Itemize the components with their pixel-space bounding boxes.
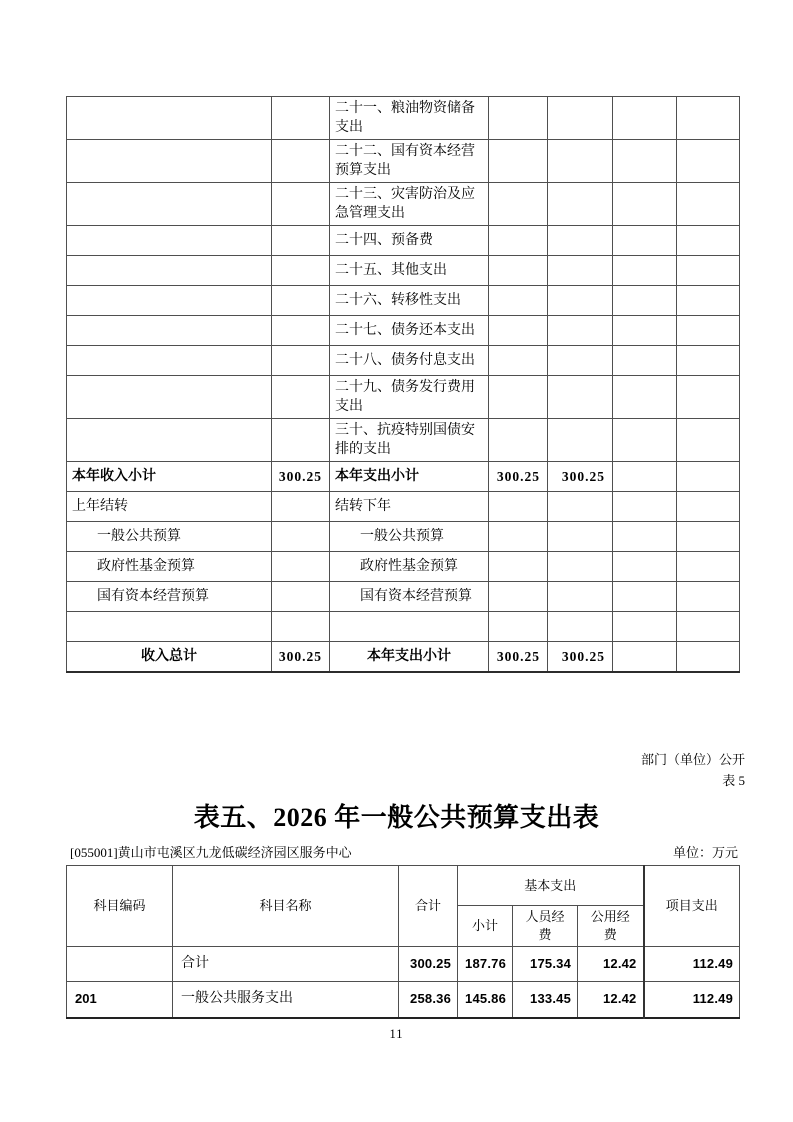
table-row <box>67 97 740 140</box>
table-cell: 300.25 <box>489 642 548 672</box>
table-cell <box>272 316 330 346</box>
table-cell <box>677 552 740 582</box>
table-cell <box>613 286 677 316</box>
table-cell <box>677 140 740 183</box>
table-cell: 国有资本经营预算 <box>330 582 489 612</box>
unit-label: 单位：万元 <box>672 845 738 860</box>
table-cell <box>548 256 613 286</box>
corner-annotation <box>505 749 745 791</box>
column-header: 基本支出 <box>458 866 644 906</box>
table-cell <box>67 226 272 256</box>
column-header: 科目编码 <box>67 866 173 947</box>
table-cell <box>272 256 330 286</box>
table-cell <box>67 419 272 462</box>
table-cell <box>548 316 613 346</box>
table-cell <box>677 522 740 552</box>
corner-line-public: 部门（单位）公开 <box>640 752 745 767</box>
table-cell: 133.45 <box>513 982 578 1018</box>
table-cell <box>613 376 677 419</box>
table-cell <box>489 316 548 346</box>
table-row <box>67 982 740 1018</box>
table-cell <box>548 346 613 376</box>
table-cell <box>272 552 330 582</box>
table-cell: 上年结转 <box>67 492 272 522</box>
table-cell <box>67 256 272 286</box>
table-cell <box>489 376 548 419</box>
table-cell <box>613 492 677 522</box>
table-cell: 112.49 <box>644 947 740 982</box>
table-cell <box>613 419 677 462</box>
table-cell <box>272 97 330 140</box>
table-cell <box>613 316 677 346</box>
table-cell: 结转下年 <box>330 492 489 522</box>
table-cell <box>677 183 740 226</box>
table-cell: 一般公共预算 <box>330 522 489 552</box>
table-cell: 300.25 <box>272 462 330 492</box>
table-cell: 12.42 <box>578 982 644 1018</box>
table-cell: 112.49 <box>644 982 740 1018</box>
table-cell <box>677 462 740 492</box>
column-header: 合计 <box>399 866 458 947</box>
table-cell <box>67 376 272 419</box>
table-cell <box>272 376 330 419</box>
table-cell: 本年收入小计 <box>67 462 272 492</box>
budget-balance-table-grid <box>66 96 740 673</box>
table-cell <box>67 612 272 642</box>
org-name: [055001]黄山市屯溪区九龙低碳经济园区服务中心 <box>70 845 352 860</box>
table-row <box>67 286 740 316</box>
table-row <box>67 462 740 492</box>
table-cell <box>677 612 740 642</box>
table-cell <box>272 346 330 376</box>
table-cell <box>677 226 740 256</box>
table-cell: 一般公共服务支出 <box>173 982 399 1018</box>
table-cell: 三十、抗疫特别国债安排的支出 <box>330 419 489 462</box>
table-cell: 二十四、预备费 <box>330 226 489 256</box>
table-row <box>67 183 740 226</box>
table-row <box>67 376 740 419</box>
table-cell <box>272 582 330 612</box>
table-cell: 12.42 <box>578 947 644 982</box>
table-cell <box>330 612 489 642</box>
table-cell <box>613 462 677 492</box>
table-cell <box>489 286 548 316</box>
page-title: 表五、2026 年一般公共预算支出表 <box>193 803 600 832</box>
table-cell: 300.25 <box>272 642 330 672</box>
table-cell <box>613 582 677 612</box>
table-cell <box>67 183 272 226</box>
table-cell: 二十二、国有资本经营预算支出 <box>330 140 489 183</box>
table-cell: 二十一、粮油物资储备支出 <box>330 97 489 140</box>
table-cell <box>489 140 548 183</box>
table-cell: 二十五、其他支出 <box>330 256 489 286</box>
table-cell: 二十九、债务发行费用支出 <box>330 376 489 419</box>
table-cell <box>489 522 548 552</box>
table-cell <box>489 97 548 140</box>
table-cell <box>272 226 330 256</box>
table-cell <box>613 346 677 376</box>
table-cell <box>548 522 613 552</box>
table-cell <box>548 226 613 256</box>
table-cell: 187.76 <box>458 947 513 982</box>
table-cell <box>613 552 677 582</box>
table-cell: 145.86 <box>458 982 513 1018</box>
column-header: 小计 <box>458 906 513 947</box>
table-cell <box>677 582 740 612</box>
table-cell: 300.25 <box>399 947 458 982</box>
table-cell: 收入总计 <box>67 642 272 672</box>
table-cell <box>613 97 677 140</box>
table-cell <box>272 286 330 316</box>
table-cell: 合计 <box>173 947 399 982</box>
table-row <box>67 226 740 256</box>
column-header: 公用经费 <box>578 906 644 947</box>
table-cell <box>548 97 613 140</box>
table-row <box>67 642 740 672</box>
column-header: 人员经费 <box>513 906 578 947</box>
corner-line-table-no: 表 5 <box>722 773 745 788</box>
table-cell <box>272 612 330 642</box>
table-cell <box>548 582 613 612</box>
table-cell: 二十六、转移性支出 <box>330 286 489 316</box>
table-row <box>67 947 740 982</box>
table-cell <box>548 140 613 183</box>
table-row <box>67 256 740 286</box>
budget-balance-table <box>66 96 740 673</box>
table-cell: 300.25 <box>548 642 613 672</box>
table-cell <box>677 316 740 346</box>
table-cell <box>677 256 740 286</box>
table-cell <box>67 140 272 183</box>
table-cell <box>548 183 613 226</box>
table-cell <box>613 612 677 642</box>
table-cell <box>613 183 677 226</box>
table-cell <box>613 522 677 552</box>
table-row <box>67 612 740 642</box>
table-row <box>67 582 740 612</box>
table-cell <box>548 552 613 582</box>
table-cell <box>489 256 548 286</box>
table-cell <box>67 346 272 376</box>
table-cell <box>489 226 548 256</box>
table-cell <box>677 346 740 376</box>
table-cell: 二十三、灾害防治及应急管理支出 <box>330 183 489 226</box>
table-cell <box>677 419 740 462</box>
table-cell <box>489 419 548 462</box>
table-cell <box>548 419 613 462</box>
table-cell <box>677 97 740 140</box>
table-cell <box>489 582 548 612</box>
table-cell: 300.25 <box>548 462 613 492</box>
table-row <box>67 522 740 552</box>
table-cell <box>272 492 330 522</box>
table-cell <box>67 97 272 140</box>
table-cell: 二十八、债务付息支出 <box>330 346 489 376</box>
table-cell: 国有资本经营预算 <box>67 582 272 612</box>
table-cell <box>272 183 330 226</box>
table-row <box>67 316 740 346</box>
org-unit-row <box>70 842 738 861</box>
table-row <box>67 140 740 183</box>
table-cell <box>677 376 740 419</box>
table-cell: 二十七、债务还本支出 <box>330 316 489 346</box>
table-cell: 175.34 <box>513 947 578 982</box>
expenditure-table-grid <box>66 865 740 1019</box>
table-cell <box>613 256 677 286</box>
table-cell <box>272 419 330 462</box>
table-cell <box>548 492 613 522</box>
table-cell: 本年支出小计 <box>330 462 489 492</box>
table-cell: 300.25 <box>489 462 548 492</box>
table-cell: 201 <box>67 982 173 1018</box>
table-cell <box>489 183 548 226</box>
table-cell <box>613 642 677 672</box>
table-cell <box>67 286 272 316</box>
table-cell <box>613 140 677 183</box>
table-cell: 本年支出小计 <box>330 642 489 672</box>
table-row <box>67 552 740 582</box>
table-cell <box>67 947 173 982</box>
table-cell <box>489 346 548 376</box>
table-cell <box>548 612 613 642</box>
table-cell: 一般公共预算 <box>67 522 272 552</box>
column-header: 科目名称 <box>173 866 399 947</box>
page-number: 11 <box>389 1027 404 1041</box>
table-cell <box>548 286 613 316</box>
table-cell <box>677 286 740 316</box>
table-cell <box>613 226 677 256</box>
table-cell <box>548 376 613 419</box>
table-cell <box>489 612 548 642</box>
table-row <box>67 419 740 462</box>
column-header: 项目支出 <box>644 866 740 947</box>
table-cell: 258.36 <box>399 982 458 1018</box>
table-cell <box>489 552 548 582</box>
table-row <box>67 492 740 522</box>
table-cell <box>272 522 330 552</box>
table-cell <box>489 492 548 522</box>
table-cell <box>272 140 330 183</box>
table-cell: 政府性基金预算 <box>67 552 272 582</box>
table-cell: 政府性基金预算 <box>330 552 489 582</box>
expenditure-table <box>66 865 740 1019</box>
table-cell <box>677 492 740 522</box>
table-row <box>67 346 740 376</box>
table-cell <box>67 316 272 346</box>
table-cell <box>677 642 740 672</box>
